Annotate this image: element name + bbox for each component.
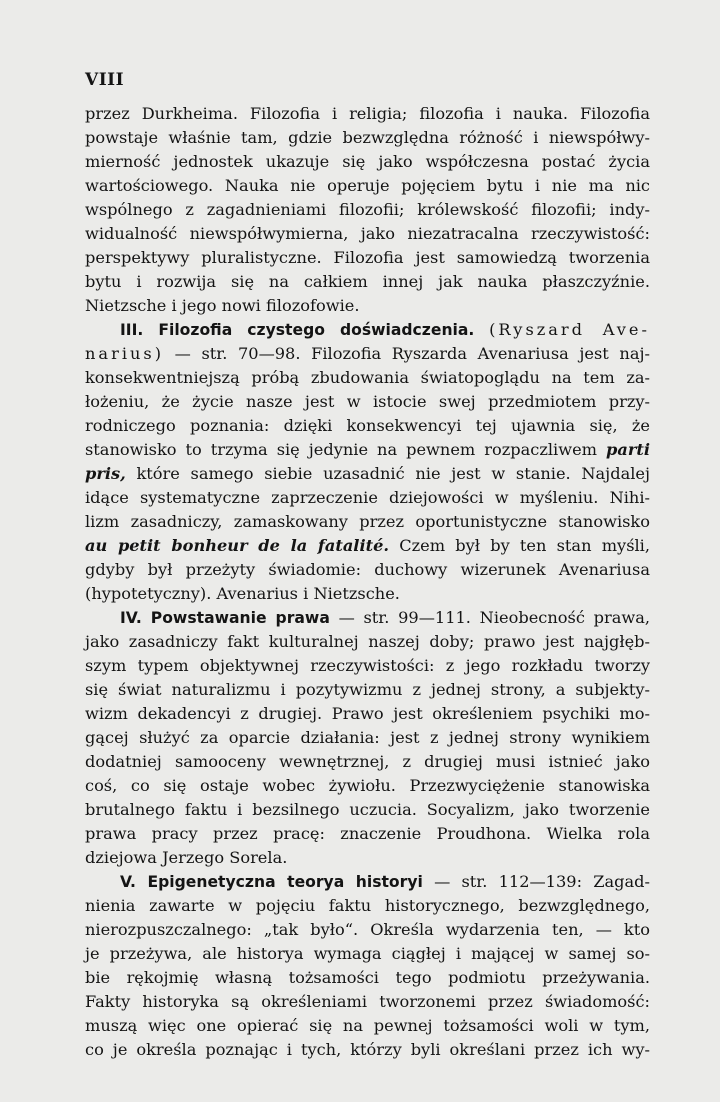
- text-line: wspólnego z zagadnieniami filozofii; królewskość filozofii; indy-: [85, 200, 650, 219]
- italic-phrase: au petit bonheur de la fatalité.: [85, 536, 390, 555]
- text-line: perspektywy pluralistyczne. Filozofia jest samowiedzą tworzenia: [85, 248, 650, 267]
- text-span: które samego siebie uzasadnić nie jest w stanie. Najdalej: [136, 464, 650, 483]
- text-line: co je określa poznając i tych, którzy byli określani przez ich wy-: [85, 1040, 650, 1059]
- text-line: powstaje właśnie tam, gdzie bezwzględna różność i niewspółwy-: [85, 128, 650, 147]
- text-span: — str. 112—139: Zagad-: [434, 872, 650, 891]
- section-heading: III. Filozofia czystego doświadczenia.: [120, 321, 475, 339]
- section-heading: V. Epigenetyczna teorya historyi: [120, 873, 423, 891]
- text-span: Czem był by ten stan myśli,: [399, 536, 650, 555]
- italic-phrase: parti: [606, 440, 650, 459]
- text-line: szym typem objektywnej rzeczywistości: z jego rozkładu tworzy: [85, 656, 650, 675]
- section-heading: IV. Powstawanie prawa: [120, 609, 330, 627]
- text-line: idące systematyczne zaprzeczenie dziejowości w myśleniu. Nihi-: [85, 488, 650, 507]
- text-line: jako zasadniczy fakt kulturalnej naszej doby; prawo jest najgłęb-: [85, 632, 650, 651]
- text-line: [85, 462, 650, 486]
- body-text: [85, 102, 650, 1062]
- text-line: bie rękojmię własną tożsamości tego podmiotu przeżywania.: [85, 968, 650, 987]
- text-line: wartościowego. Nauka nie operuje pojęciem bytu i nie ma nic: [85, 176, 650, 195]
- text-line: coś, co się ostaje wobec żywiołu. Przezwyciężenie stanowiska: [85, 776, 650, 795]
- text-line: się świat naturalizmu i pozytywizmu z jednej strony, a subjekty-: [85, 680, 650, 699]
- italic-phrase: pris,: [85, 464, 126, 483]
- text-line: muszą więc one opierać się na pewnej tożsamości woli w tym,: [85, 1016, 650, 1035]
- text-line: konsekwentniejszą próbą zbudowania światopoglądu na tem za-: [85, 368, 650, 387]
- text-span: stanowisko to trzyma się jedynie na pewnem rozpaczliwem: [85, 440, 598, 459]
- page-number: VIII: [85, 70, 125, 90]
- author-name: narius): [85, 344, 165, 363]
- section-v-first-line: [85, 870, 650, 894]
- text-line: rodniczego poznania: dzięki konsekwencyi tej ujawnia się, że: [85, 416, 650, 435]
- text-line: przez Durkheima. Filozofia i religia; filozofia i nauka. Filozofia: [85, 104, 650, 123]
- text-line: lizm zasadniczy, zamaskowany przez oportunistyczne stanowisko: [85, 512, 650, 531]
- text-line: łożeniu, że życie nasze jest w istocie swej przedmiotem przy-: [85, 392, 650, 411]
- section-iv-first-line: [85, 606, 650, 630]
- text-line: gącej służyć za oparcie działania: jest z jednej strony wynikiem: [85, 728, 650, 747]
- text-span: — str. 99—111. Nieobecność prawa,: [338, 608, 650, 627]
- text-line: mierność jednostek ukazuje się jako współczesna postać życia: [85, 152, 650, 171]
- text-line: Nietzsche i jego nowi filozofowie.: [85, 296, 360, 315]
- text-line: brutalnego faktu i bezsilnego uczucia. Socyalizm, jako tworzenie: [85, 800, 650, 819]
- text-line: dziejowa Jerzego Sorela.: [85, 848, 288, 867]
- text-line: nierozpuszczalnego: „tak było“. Określa wydarzenia ten, — kto: [85, 920, 650, 939]
- text-line: gdyby był przeżyty świadomie: duchowy wizerunek Avenariusa: [85, 560, 650, 579]
- text-line: wizm dekadencyi z drugiej. Prawo jest określeniem psychiki mo-: [85, 704, 650, 723]
- text-line: nienia zawarte w pojęciu faktu historycznego, bezwzględnego,: [85, 896, 650, 915]
- text-line: Fakty historyka są określeniami tworzonemi przez świadomość:: [85, 992, 650, 1011]
- text-line: [85, 438, 650, 462]
- text-span: — str. 70—98. Filozofia Ryszarda Avenariusa jest naj-: [174, 344, 650, 363]
- text-line: [85, 342, 650, 366]
- text-line: prawa pracy przez pracę: znaczenie Proudhona. Wielka rola: [85, 824, 650, 843]
- text-line: bytu i rozwija się na całkiem innej jak nauka płaszczyźnie.: [85, 272, 650, 291]
- text-line: widualność niewspółwymierna, jako niezatracalna rzeczywistość:: [85, 224, 650, 243]
- section-iii-first-line: [85, 318, 650, 342]
- text-line: dodatniej samooceny wewnętrznej, z drugiej musi istnieć jako: [85, 752, 650, 771]
- text-line: [85, 534, 650, 558]
- author-name: (Ryszard Ave-: [489, 320, 650, 339]
- text-line: (hypotetyczny). Avenarius i Nietzsche.: [85, 584, 400, 603]
- text-line: je przeżywa, ale historya wymaga ciągłej i mającej w samej so-: [85, 944, 650, 963]
